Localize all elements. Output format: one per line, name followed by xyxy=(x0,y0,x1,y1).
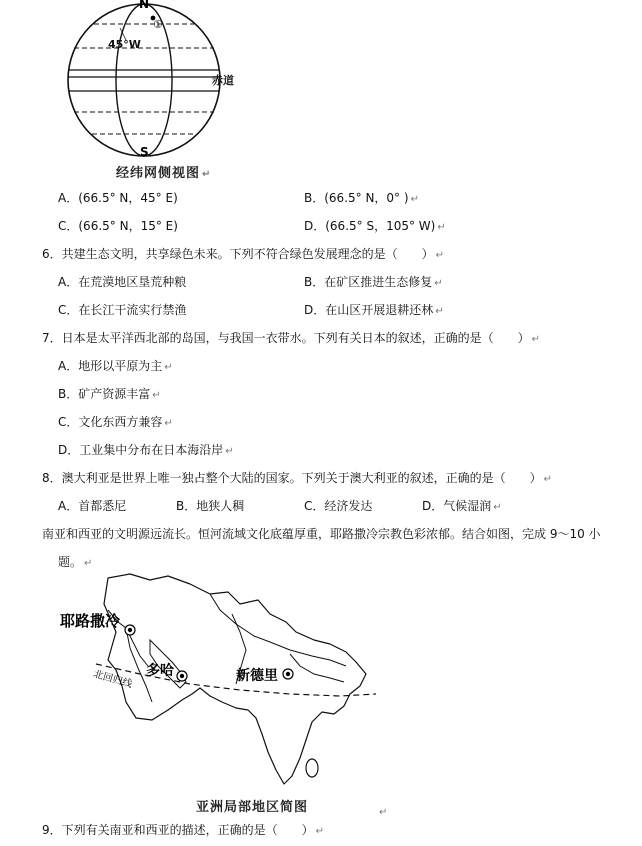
sri-lanka-island xyxy=(306,759,318,777)
globe-caption: 经纬网侧视图 ↵ xyxy=(116,166,212,181)
asia-map xyxy=(0,570,642,830)
q7-option-d: D．工业集中分布在日本海沿岸 ↵ xyxy=(58,443,234,457)
north-label: N xyxy=(139,0,150,11)
meridian-label: 45°W xyxy=(108,38,141,51)
point-marker-label: ① xyxy=(153,18,163,31)
passage-line-1: 南亚和西亚的文明源远流长。恒河流域文化底蕴厚重，耶路撒冷宗教色彩浓郁。结合如图，完成 9～10 小 xyxy=(42,527,601,541)
passage-line-2: 题。 ↵ xyxy=(58,555,93,569)
map-caption: 亚洲局部地区简图 xyxy=(196,800,309,815)
globe-diagram xyxy=(0,0,642,170)
q5-option-b: B．(66.5° N，0° ) ↵ xyxy=(304,191,419,205)
q8-option-d: D．气候湿润 ↵ xyxy=(422,499,502,513)
q8-option-a: A．首都悉尼 xyxy=(58,499,127,513)
q6-stem: 6．共建生态文明，共享绿色未来。下列不符合绿色发展理念的是（ ） ↵ xyxy=(42,247,445,261)
q6-option-b: B．在矿区推进生态修复 ↵ xyxy=(304,275,443,289)
q5-option-a: A．(66.5° N，45° E) xyxy=(58,191,178,205)
q8-option-b: B．地狭人稠 xyxy=(176,499,245,513)
tropic-label: 北回归线 xyxy=(91,668,134,691)
map-caption-return: ↵ xyxy=(379,807,388,818)
q9-stem: 9．下列有关南亚和西亚的描述，正确的是（ ） ↵ xyxy=(42,823,325,837)
q5-option-c: C．(66.5° N，15° E) xyxy=(58,219,178,233)
q7-stem: 7．日本是太平洋西北部的岛国，与我国一衣带水。下列有关日本的叙述，正确的是（ ） ↵ xyxy=(42,331,541,345)
q6-option-c: C．在长江干流实行禁渔 xyxy=(58,303,187,317)
globe-outline xyxy=(68,4,220,156)
south-label: S xyxy=(140,145,149,159)
q5-option-d: D．(66.5° S，105° W) ↵ xyxy=(304,219,446,233)
ganges-river xyxy=(290,654,344,682)
meridian-ellipse xyxy=(116,4,172,156)
jerusalem-marker xyxy=(125,625,135,635)
doha-marker xyxy=(177,671,187,681)
jerusalem-label: 耶路撒冷 xyxy=(60,612,121,630)
q8-option-c: C．经济发达 xyxy=(304,499,373,513)
q8-stem: 8．澳大利亚是世界上唯一独占整个大陆的国家。下列关于澳大利亚的叙述，正确的是（ ） ↵ xyxy=(42,471,553,485)
q6-option-a: A．在荒漠地区垦荒种粮 xyxy=(58,275,187,289)
q6-option-d: D．在山区开展退耕还林 ↵ xyxy=(304,303,444,317)
q7-option-b: B．矿产资源丰富 ↵ xyxy=(58,387,161,401)
equator-label: 赤道 xyxy=(212,74,234,87)
new-delhi-marker xyxy=(283,669,293,679)
q7-option-a: A．地形以平原为主 ↵ xyxy=(58,359,173,373)
new-delhi-label: 新德里 xyxy=(236,668,278,684)
q7-option-c: C．文化东西方兼容 ↵ xyxy=(58,415,173,429)
doha-label: 多哈 xyxy=(146,663,174,679)
